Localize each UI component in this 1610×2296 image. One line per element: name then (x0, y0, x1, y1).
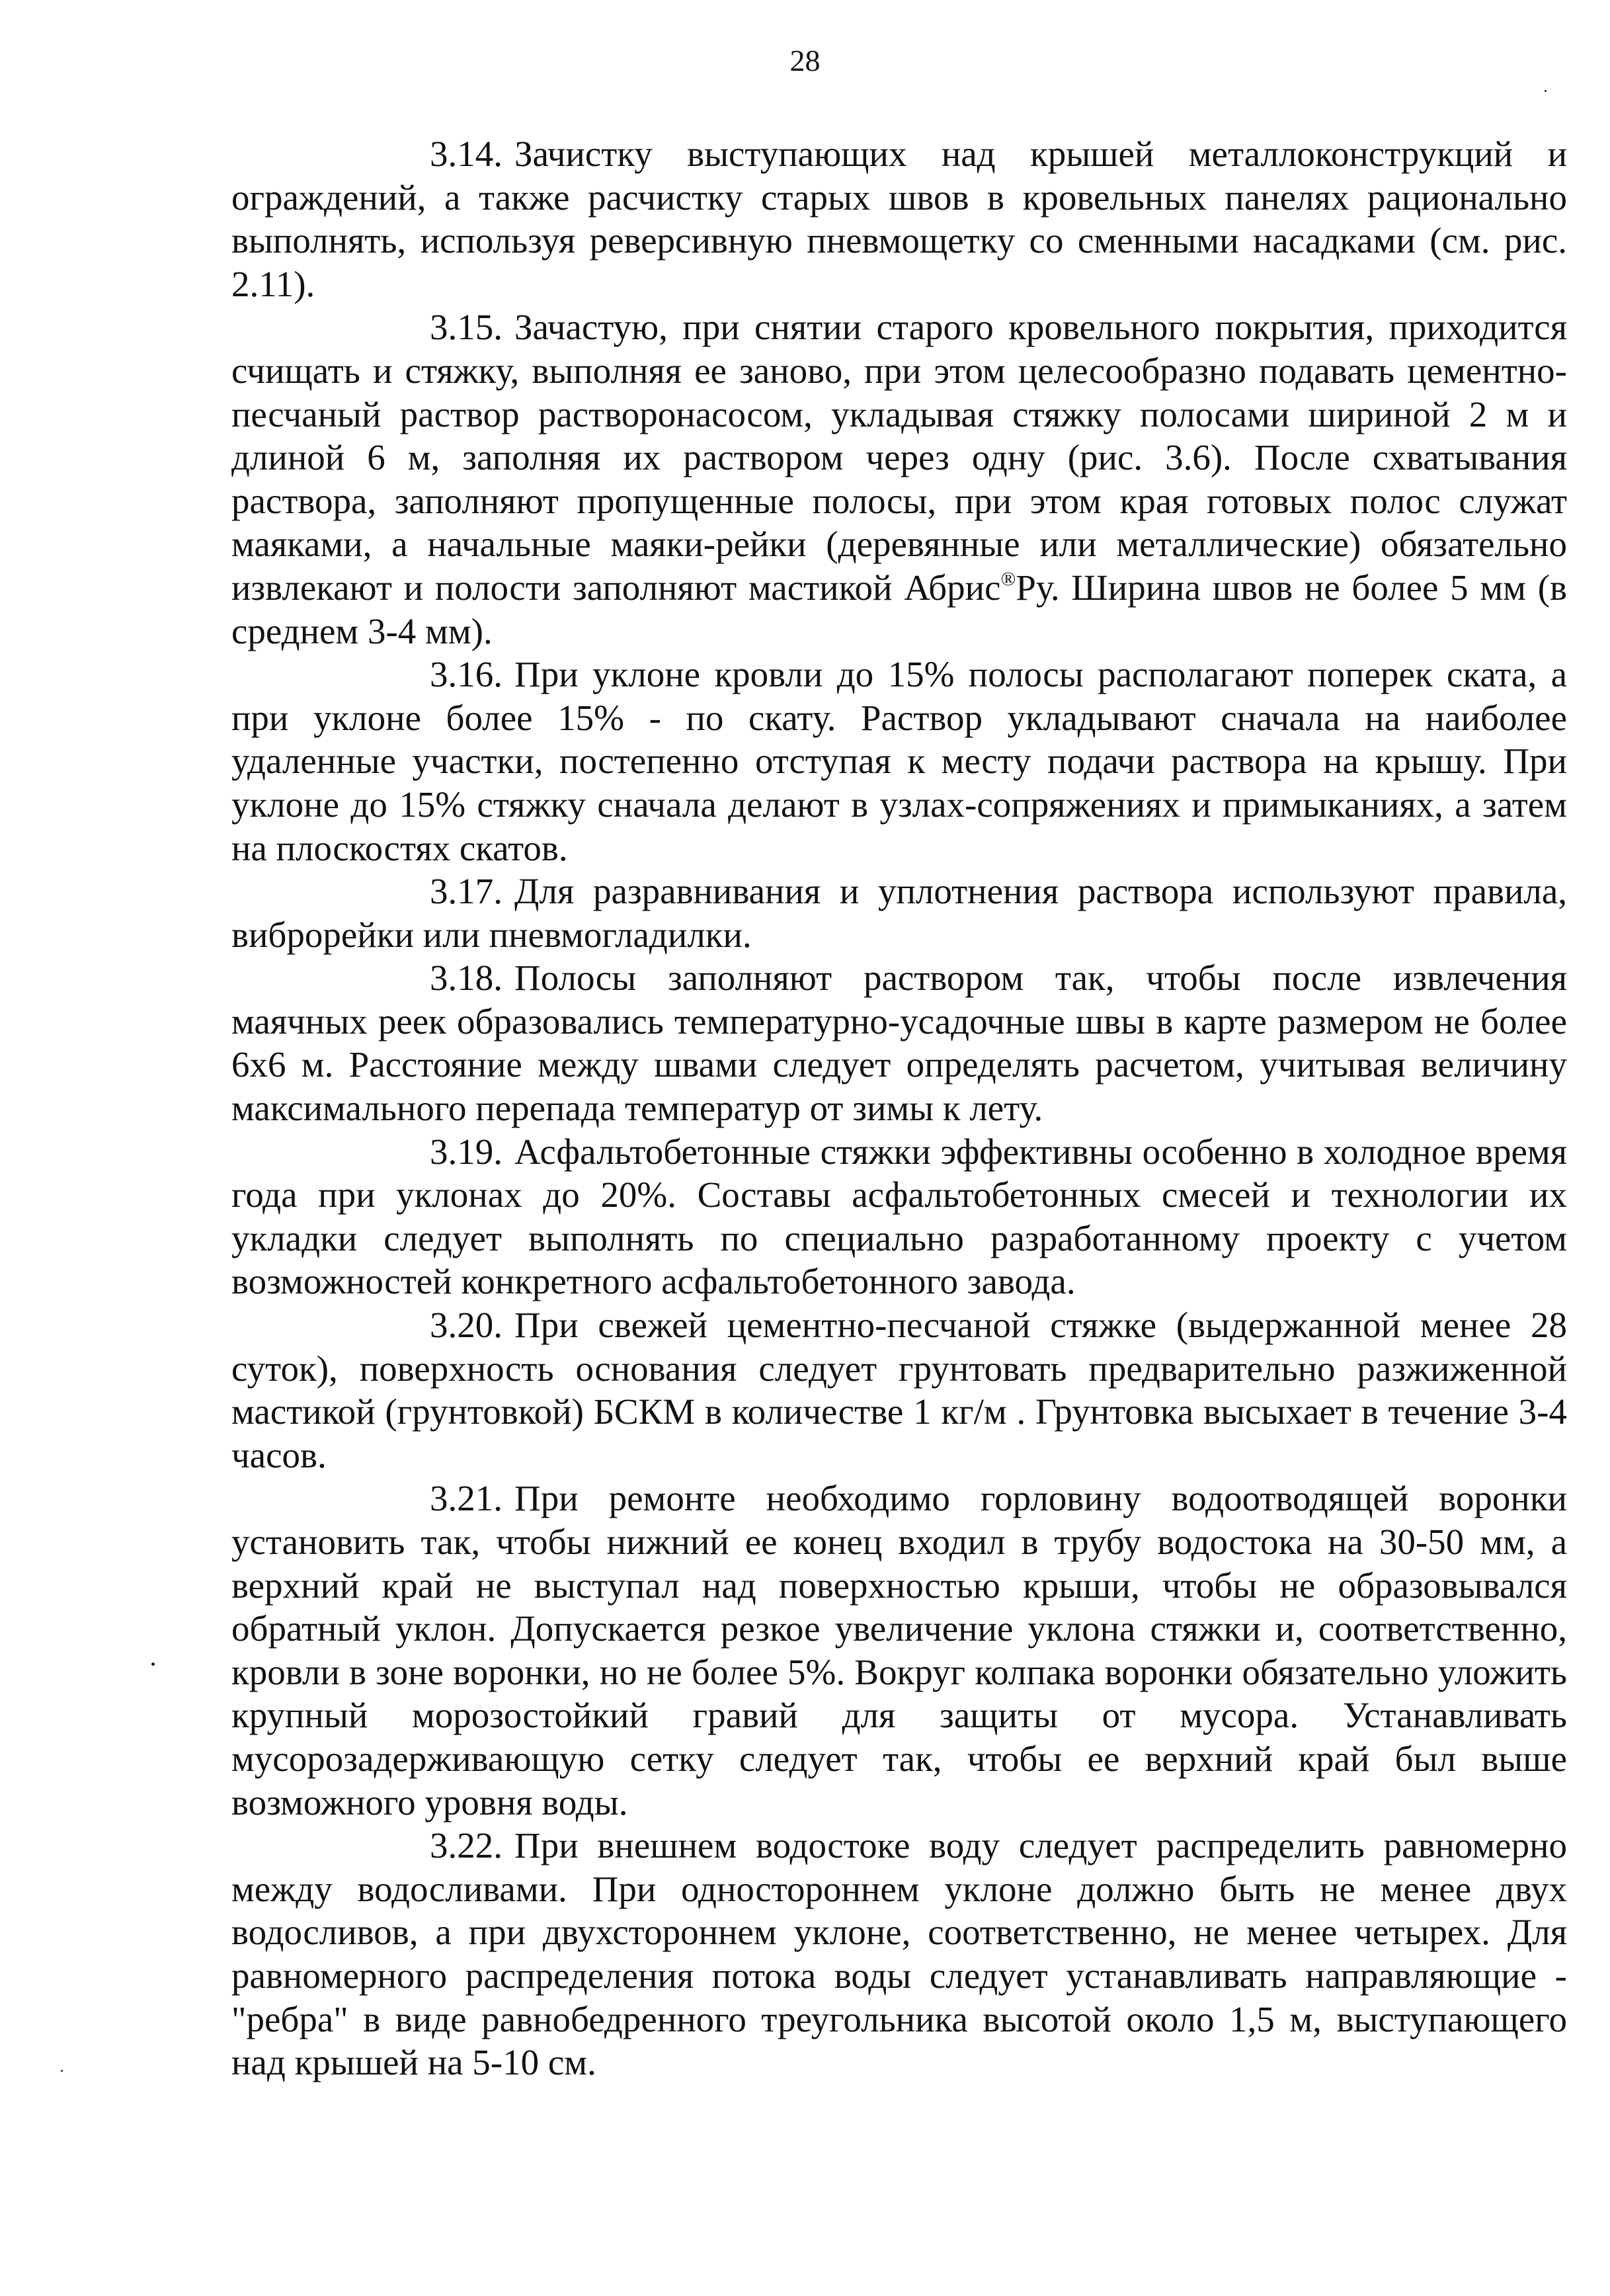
paragraph-number: 3.16. (430, 654, 503, 695)
paragraph-text: При уклоне кровли до 15% полосы располагают поперек ската, а при уклоне более 15% - по скату. Раствор укладывают сначала на наиболее удаленные участки, постепенно отступая к месту подачи раствора на крышу. При уклоне до 15% стяжку сначала делают в узлах-сопряжениях и примыканиях, а затем на плоскостях скатов. (231, 654, 1567, 868)
paragraph-3-18 (231, 956, 1567, 1129)
paragraph-number: 3.21. (430, 1478, 503, 1519)
paragraph-number: 3.14. (430, 134, 503, 174)
registered-mark: ® (1000, 567, 1016, 590)
paragraph-3-20 (231, 1303, 1567, 1477)
page-number: 28 (789, 44, 821, 77)
paragraph-text: При свежей цементно-песчаной стяжке (выдержанной менее 28 суток), поверхность основания следует грунтовать предварительно разжиженной мастикой (грунтовкой) БСКМ в количестве 1 кг/м . Грунтовка высыхает в течение 3-4 часов. (231, 1305, 1567, 1475)
scan-speck (1545, 90, 1547, 92)
scan-speck (61, 2070, 63, 2072)
paragraph-3-15 (231, 306, 1567, 653)
paragraph-text: При внешнем водостоке воду следует распределить равномерно между водосливами. При одностороннем уклоне должно быть не менее двух водосливов, а при двухстороннем уклоне, соответственно, не менее четырех. Для равномерного распределения потока воды следует устанавливать направляющие - "ребра" в виде равнобедренного треугольника высотой около 1,5 м, выступающего над крышей на 5-10 см. (231, 1825, 1567, 2083)
paragraph-3-22 (231, 1824, 1567, 2084)
paragraph-text: Для разравнивания и уплотнения раствора используют правила, виброрейки или пневмогладилки. (231, 871, 1567, 955)
paragraph-text: Полосы заполняют раствором так, чтобы после извлечения маячных реек образовались температурно-усадочные швы в карте размером не более 6х6 м. Расстояние между швами следует определять расчетом, учитывая величину максимального перепада температур от зимы к лету. (231, 958, 1567, 1129)
paragraph-3-21 (231, 1477, 1567, 1824)
paragraph-text: Асфальтобетонные стяжки эффективны особенно в холодное время года при уклонах до 20%. Составы асфальтобетонных смесей и технологии их укладки следует выполнять по специально разработанному проекту с учетом возможностей конкретного асфальтобетонного завода. (231, 1131, 1567, 1302)
paragraph-text-continued: Ру. Ширина швов не более 5 мм (в среднем 3-4 мм). (231, 567, 1567, 651)
document-body (231, 132, 1567, 2084)
paragraph-number: 3.19. (430, 1131, 503, 1172)
paragraph-3-14 (231, 132, 1567, 306)
paragraph-3-16 (231, 653, 1567, 870)
brand-name: Абрис (904, 567, 1001, 608)
paragraph-text: При ремонте необходимо горловину водоотводящей воронки установить так, чтобы нижний ее конец входил в трубу водостока на 30-50 мм, а верхний край не выступал над поверхностью крыши, чтобы не образовывался обратный уклон. Допускается резкое увеличение уклона стяжки и, соответственно, кровли в зоне воронки, но не более 5%. Вокруг колпака воронки обязательно уложить крупный морозостойкий гравий для защиты от мусора. Устанавливать мусорозадерживающую сетку следует так, чтобы ее верхний край был выше возможного уровня воды. (231, 1478, 1567, 1823)
paragraph-number: 3.17. (430, 871, 503, 912)
paragraph-number: 3.20. (430, 1305, 503, 1346)
scan-speck (151, 1662, 155, 1666)
paragraph-text: Зачистку выступающих над крышей металлоконструкций и ограждений, а также расчистку старых швов в кровельных панелях рационально выполнять, используя реверсивную пневмощетку со сменными насадками (см. рис. 2.11). (231, 134, 1567, 304)
paragraph-number: 3.18. (430, 958, 503, 999)
paragraph-text: Зачастую, при снятии старого кровельного покрытия, приходится счищать и стяжку, выполняя ее заново, при этом целесообразно подавать цементно-песчаный раствор растворонасосом, укладывая стяжку полосами шириной 2 м и длиной 6 м, заполняя их раствором через одну (рис. 3.6). После схватывания раствора, заполняют пропущенные полосы, при этом края готовых полос служат маяками, а начальные маяки-рейки (деревянные или металлические) обязательно извлекают и полости заполняют мастикой (231, 307, 1567, 608)
paragraph-3-19 (231, 1130, 1567, 1303)
paragraph-3-17 (231, 870, 1567, 956)
paragraph-number: 3.15. (430, 307, 503, 348)
paragraph-number: 3.22. (430, 1825, 503, 1866)
